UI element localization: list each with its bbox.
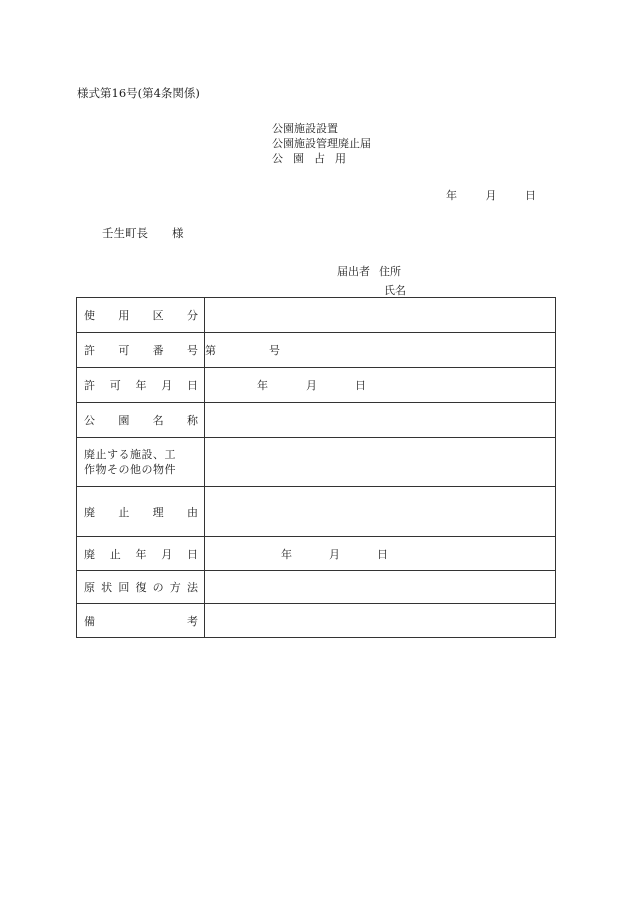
label-char: の — [152, 581, 164, 594]
permit-date-day: 日 — [355, 379, 366, 392]
row-label-remarks — [77, 604, 205, 638]
table-row — [77, 438, 556, 487]
label-char: 名 — [152, 414, 164, 427]
permit-number-prefix: 第 — [205, 344, 216, 357]
table-row — [77, 368, 556, 403]
abolished-facility-field[interactable] — [205, 438, 556, 487]
table-row — [77, 537, 556, 571]
table-row — [77, 487, 556, 537]
title-line-1: 公園施設設置 — [272, 122, 338, 135]
permit-number-label — [84, 342, 198, 358]
addressee-honorific: 様 — [172, 226, 184, 240]
label-char: 廃 — [84, 547, 95, 561]
row-label-abolish-reason — [77, 487, 205, 537]
row-label-usage-category — [77, 298, 205, 333]
label-char: 原 — [84, 581, 95, 594]
label-char: 日 — [187, 547, 198, 561]
abolish-reason-field[interactable] — [205, 487, 556, 537]
notifier-label: 届出者 — [337, 265, 370, 278]
label-char: 由 — [186, 505, 198, 519]
label-char: 考 — [187, 614, 198, 628]
label-char: 復 — [135, 581, 147, 594]
abolished-facility-label-line2: 作物その他の物件 — [84, 463, 176, 476]
label-char: 号 — [186, 344, 198, 357]
label-char: 年 — [135, 379, 147, 392]
table-row — [77, 403, 556, 438]
label-char: 許 — [84, 344, 95, 357]
label-char: 法 — [186, 581, 198, 594]
usage-category-label — [84, 307, 198, 323]
notifier-address — [337, 263, 401, 279]
label-char: 年 — [135, 547, 147, 561]
form-number: 様式第16号(第4条関係) — [77, 86, 200, 100]
label-char: 園 — [118, 414, 130, 427]
remarks-label — [84, 613, 198, 629]
permit-date-label — [84, 377, 198, 393]
date-year: 年 — [446, 189, 457, 202]
address-label: 住所 — [379, 265, 401, 278]
label-char: 称 — [186, 414, 198, 427]
row-label-permit-date — [77, 368, 205, 403]
label-char: 番 — [152, 344, 164, 357]
row-label-restoration-method — [77, 571, 205, 604]
restoration-method-field[interactable] — [205, 571, 556, 604]
park-name-label — [84, 412, 198, 428]
permit-number-suffix: 号 — [269, 344, 280, 357]
label-char: 公 — [84, 414, 95, 427]
document-title — [272, 121, 371, 166]
row-label-abolish-date — [77, 537, 205, 571]
label-char: 可 — [109, 379, 121, 392]
remarks-field[interactable] — [205, 604, 556, 638]
addressee — [102, 225, 184, 241]
table-row — [77, 604, 556, 638]
label-char: 止 — [109, 547, 121, 561]
addressee-name: 壬生町長 — [102, 226, 148, 240]
label-char: 備 — [84, 614, 95, 628]
label-char: 可 — [118, 344, 130, 357]
label-char: 区 — [152, 309, 164, 322]
label-char: 使 — [84, 309, 95, 322]
row-label-permit-number — [77, 333, 205, 368]
label-char: 用 — [118, 309, 130, 322]
restoration-method-label — [84, 579, 198, 595]
abolish-date-label — [84, 546, 198, 562]
permit-number-field[interactable] — [205, 333, 556, 368]
permit-date-year: 年 — [257, 379, 268, 392]
submission-date — [446, 187, 536, 203]
abolish-date-month: 月 — [329, 547, 340, 561]
title-line-3: 公園占用 — [272, 152, 356, 165]
row-label-park-name — [77, 403, 205, 438]
permit-date-field[interactable] — [205, 368, 556, 403]
date-day: 日 — [525, 189, 536, 202]
park-name-field[interactable] — [205, 403, 556, 438]
title-line-2: 公園施設管理廃止届 — [272, 137, 371, 150]
label-char: 日 — [187, 379, 198, 392]
label-char: 月 — [161, 379, 173, 392]
label-char: 理 — [152, 505, 164, 519]
label-char: 月 — [161, 547, 173, 561]
abolish-reason-label — [84, 504, 198, 520]
notifier-name-label: 氏名 — [384, 284, 406, 297]
table-row — [77, 298, 556, 333]
date-month: 月 — [485, 189, 497, 202]
row-label-abolished-facility — [77, 438, 205, 487]
label-char: 方 — [169, 581, 181, 594]
label-char: 廃 — [84, 505, 95, 519]
notification-table — [76, 297, 556, 638]
abolished-facility-label-line1: 廃止する施設、工 — [84, 448, 176, 461]
label-char: 分 — [186, 309, 198, 322]
table-row — [77, 571, 556, 604]
label-char: 止 — [118, 505, 130, 519]
label-char: 許 — [84, 379, 95, 392]
abolish-date-field[interactable] — [205, 537, 556, 571]
label-char: 回 — [118, 581, 130, 594]
abolish-date-day: 日 — [377, 547, 388, 561]
table-row — [77, 333, 556, 368]
usage-category-field[interactable] — [205, 298, 556, 333]
permit-date-month: 月 — [306, 379, 317, 392]
abolish-date-year: 年 — [281, 547, 292, 561]
label-char: 状 — [101, 581, 113, 594]
